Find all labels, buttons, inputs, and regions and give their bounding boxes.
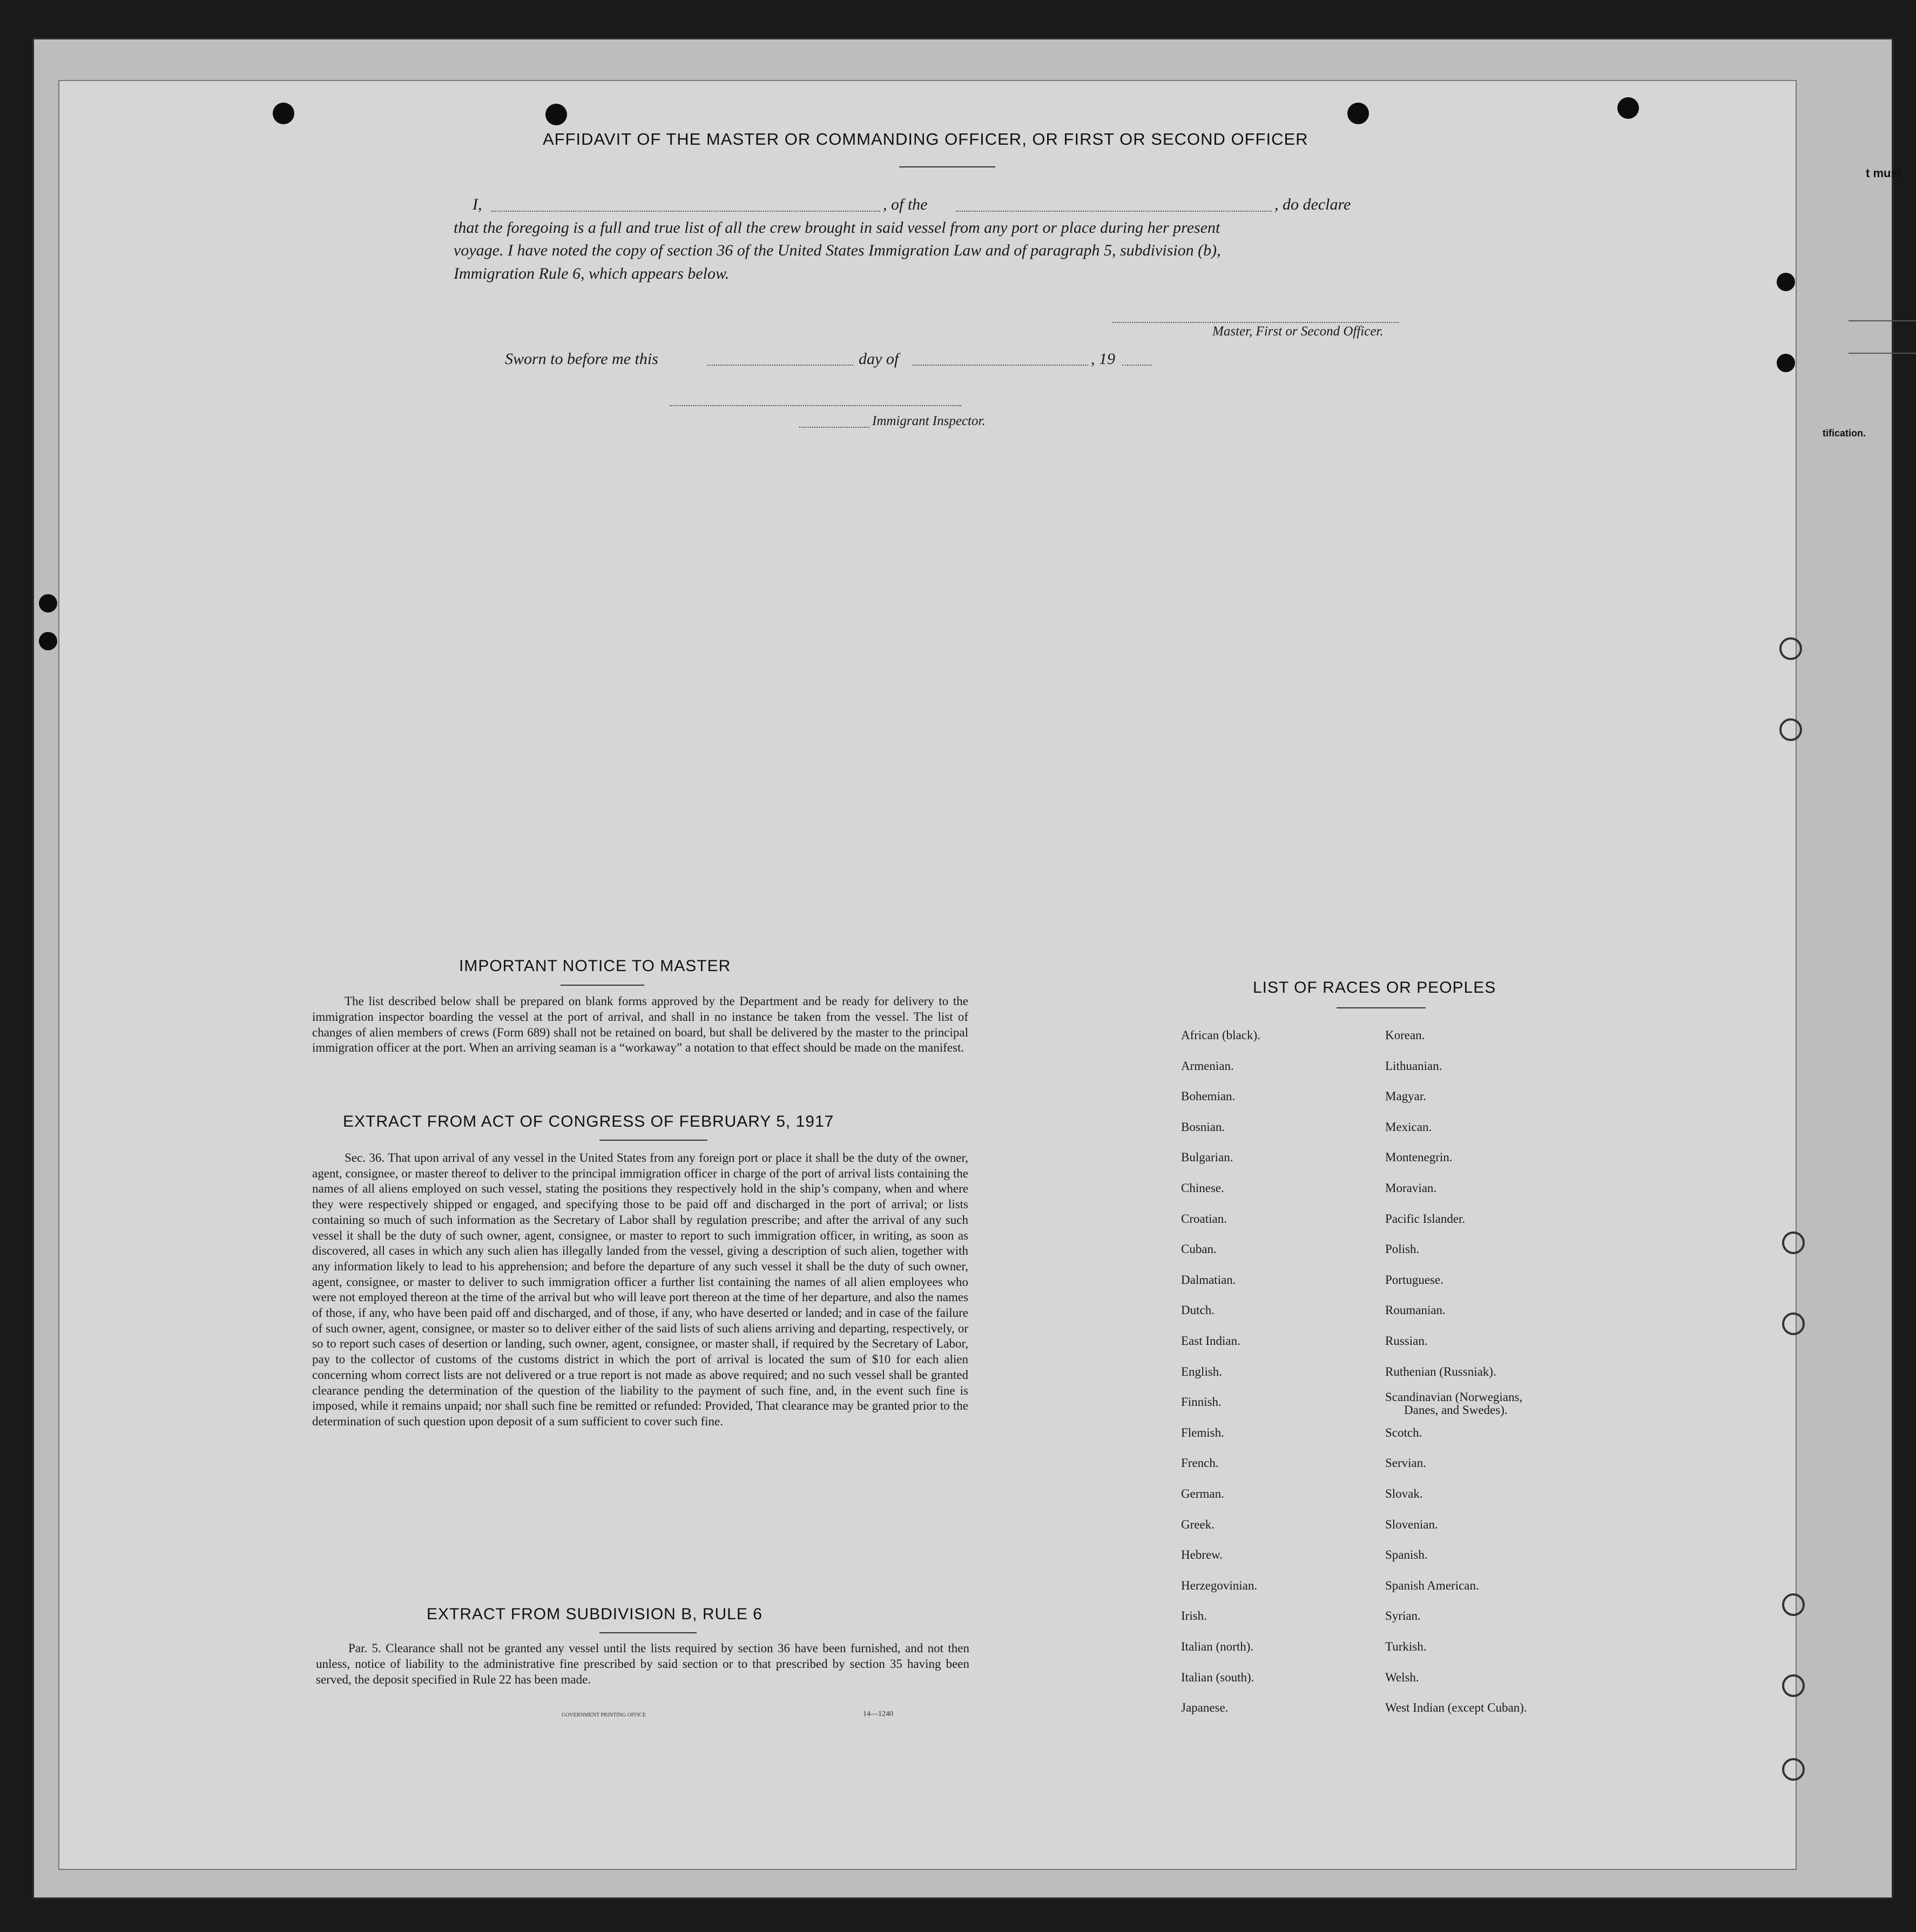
notice-rule [561,985,644,986]
punch-hole [545,104,567,125]
race-item: Magyar. [1385,1089,1427,1103]
vessel-blank [956,211,1272,212]
race-item: Korean. [1385,1028,1425,1042]
extract-rule-text: Par. 5. Clearance shall not be granted any vessel until the lists required by section 36 have been furnished, and not then unless, notice of liability to the administrative fine prescribed by said section or to that prescribed by section 35 having been served, the deposit specified in Rule 22 has been made. [316,1641,969,1686]
affidavit-line-3: voyage. I have noted the copy of section 36 of the United States Immigration Law and of paragraph 5, subdivision (b), [454,241,1221,259]
race-item: Chinese. [1181,1181,1224,1195]
ring-hole [1779,718,1802,741]
ring-hole [1782,1758,1805,1781]
race-item: Slovak. [1385,1487,1423,1500]
punch-hole [1347,103,1369,124]
punch-hole [1777,273,1795,291]
race-item: Lithuanian. [1385,1059,1442,1073]
race-item: Scotch. [1385,1425,1422,1439]
race-item: Italian (north). [1181,1640,1254,1653]
sworn-day-blank [707,365,853,366]
race-item: Montenegrin. [1385,1150,1453,1164]
punch-hole [39,632,57,650]
race-item: Dalmatian. [1181,1273,1236,1287]
inspector-label: Immigrant Inspector. [872,414,986,428]
race-item: Servian. [1385,1456,1427,1470]
name-blank [491,211,880,212]
race-item: Hebrew. [1181,1548,1223,1562]
printer-imprint: GOVERNMENT PRINTING OFFICE [562,1712,646,1718]
punch-hole [273,103,294,124]
year-label: , 19 [1091,350,1115,368]
notice-title: IMPORTANT NOTICE TO MASTER [459,957,731,975]
extract-act-title: EXTRACT FROM ACT OF CONGRESS OF FEBRUARY 5, 1917 [343,1113,834,1130]
race-item: Slovenian. [1385,1517,1438,1531]
affidavit-line-2: that the foregoing is a full and true list of all the crew brought in said vessel from any port or place during her present [454,219,1220,237]
race-item: Polish. [1385,1242,1420,1256]
inspector-blank [670,405,961,406]
extract-rule-rule [599,1632,697,1633]
race-item: Armenian. [1181,1059,1234,1073]
race-item: Greek. [1181,1517,1215,1531]
race-item: Ruthenian (Russniak). [1385,1364,1496,1378]
punch-hole [39,594,57,612]
race-item: Spanish. [1385,1548,1428,1562]
edge-text-mid: tification. [1823,428,1866,439]
punch-hole [1777,354,1795,372]
race-item: English. [1181,1364,1223,1378]
extract-rule-title: EXTRACT FROM SUBDIVISION B, RULE 6 [427,1605,763,1623]
ring-hole [1782,1231,1805,1254]
signature-label: Master, First or Second Officer. [1212,324,1384,339]
race-item: Bohemian. [1181,1089,1236,1103]
extract-act-rule [599,1140,707,1141]
race-item: French. [1181,1456,1219,1470]
form-number: 14—1240 [863,1710,893,1718]
race-item: Dutch. [1181,1303,1215,1317]
race-item: Italian (south). [1181,1670,1254,1684]
affidavit-title: AFFIDAVIT OF THE MASTER OR COMMANDING OFFICER, OR FIRST OR SECOND OFFICER [543,130,1308,149]
race-item: Finnish. [1181,1395,1222,1409]
extract-act-text: Sec. 36. That upon arrival of any vessel in the United States from any foreign port or place it shall be the duty of the owner, agent, consignee, or master thereof to deliver to the principal immigration officer in charge of the port of arrival lists containing the names of all aliens employed on such vessel, stating the positions they respectively hold in the ship’s company, when and where they were respectively shipped or engaged, and specifying those to be paid off and discharged in the port of arrival; or lists containing so much of such information as the Secretary of Labor shall by regulation prescribe; and after the arrival of any such vessel it shall be the duty of such owner, agent, consignee, or master to report to such immigration officer, in writing, as soon as discovered, all cases in which any such alien has illegally landed from the vessel, giving a description of such alien, together with any information likely to lead to his apprehension; and before the departure of any such vessel it shall be the duty of such owner, agent, consignee, or master to deliver to such immigration officer a further list containing the names of all alien employees who were not employed thereon at the time of the arrival but who will leave port thereon at the time of her departure, and also the names of those, if any, who have been paid off and discharged, and of those, if any, who have deserted or landed; and in case of the failure of such owner, agent, consignee, or master so to deliver either of the said lists of such aliens arriving and departing, respectively, or so to report such cases of desertion or landing, such owner, agent, consignee, or master shall, if required by the Secretary of Labor, pay to the collector of customs of the customs district in which the port of arrival is located the sum of $10 for each alien concerning whom correct lists are not delivered or a true report is not made as above required; and no such vessel shall be granted clearance pending the determination of the question of the liability to the payment of such fine, and, in the event such fine is imposed, while it remains unpaid; nor shall such fine be remitted or refunded: Provided, That clearance may be granted prior to the determination of such question upon deposit of a sum sufficient to cover such fine. [312,1151,968,1428]
race-item: Croatian. [1181,1211,1227,1226]
edge-text-top: t must [1866,166,1901,180]
month-blank [913,365,1088,366]
race-item: Roumanian. [1385,1303,1446,1317]
race-item: Pacific Islander. [1385,1211,1466,1226]
race-item: Mexican. [1385,1120,1432,1134]
race-item: Herzegovinian. [1181,1578,1258,1592]
race-item: Syrian. [1385,1609,1421,1623]
race-item: Scandinavian (Norwegians, [1385,1390,1523,1404]
back-sheet-rule [1848,320,1916,321]
races-title: LIST OF RACES OR PEOPLES [1253,979,1496,997]
race-item: German. [1181,1487,1224,1500]
signature-blank [1112,322,1399,323]
race-item: Spanish American. [1385,1578,1479,1592]
ring-hole [1782,1312,1805,1335]
title-rule [899,166,995,167]
ring-hole [1782,1593,1805,1616]
affidavit-of-the: , of the [883,196,928,213]
document-page [59,81,1796,1869]
race-item: Portuguese. [1385,1273,1443,1287]
race-item: Bosnian. [1181,1120,1225,1134]
race-item: Turkish. [1385,1640,1427,1653]
race-item: Flemish. [1181,1425,1224,1439]
race-item: West Indian (except Cuban). [1385,1701,1527,1715]
race-item: Japanese. [1181,1701,1229,1715]
sworn-label: Sworn to before me this [505,350,658,368]
races-rule [1337,1007,1426,1008]
day-of-label: day of [859,350,899,368]
affidavit-declare: , do declare [1274,196,1351,213]
affidavit-i: I, [473,196,482,213]
race-item: Welsh. [1385,1670,1419,1684]
year-blank [1122,365,1152,366]
race-item: Russian. [1385,1334,1428,1348]
race-item: East Indian. [1181,1334,1240,1348]
affidavit-line-4: Immigration Rule 6, which appears below. [454,265,730,282]
ring-hole [1779,637,1802,660]
ring-hole [1782,1674,1805,1697]
punch-hole [1617,97,1639,119]
back-sheet-rule [1848,353,1916,354]
notice-text: The list described below shall be prepared on blank forms approved by the Department and be ready for delivery to the immigration inspector boarding the vessel at the port of arrival, and shall in no instance be taken from the vessel. The list of changes of alien members of crews (Form 689) shall not be retained on board, but shall be delivered by the master to the principal immigration officer at the port. When an arriving seaman is a “workaway” a notation to that effect should be made on the manifest. [312,994,968,1055]
race-item: Cuban. [1181,1242,1217,1256]
race-item: African (black). [1181,1028,1260,1042]
race-item: Danes, and Swedes). [1404,1403,1508,1417]
inspector-blank-short [799,427,869,428]
race-item: Bulgarian. [1181,1150,1233,1164]
race-item: Moravian. [1385,1181,1437,1195]
race-item: Irish. [1181,1609,1207,1623]
